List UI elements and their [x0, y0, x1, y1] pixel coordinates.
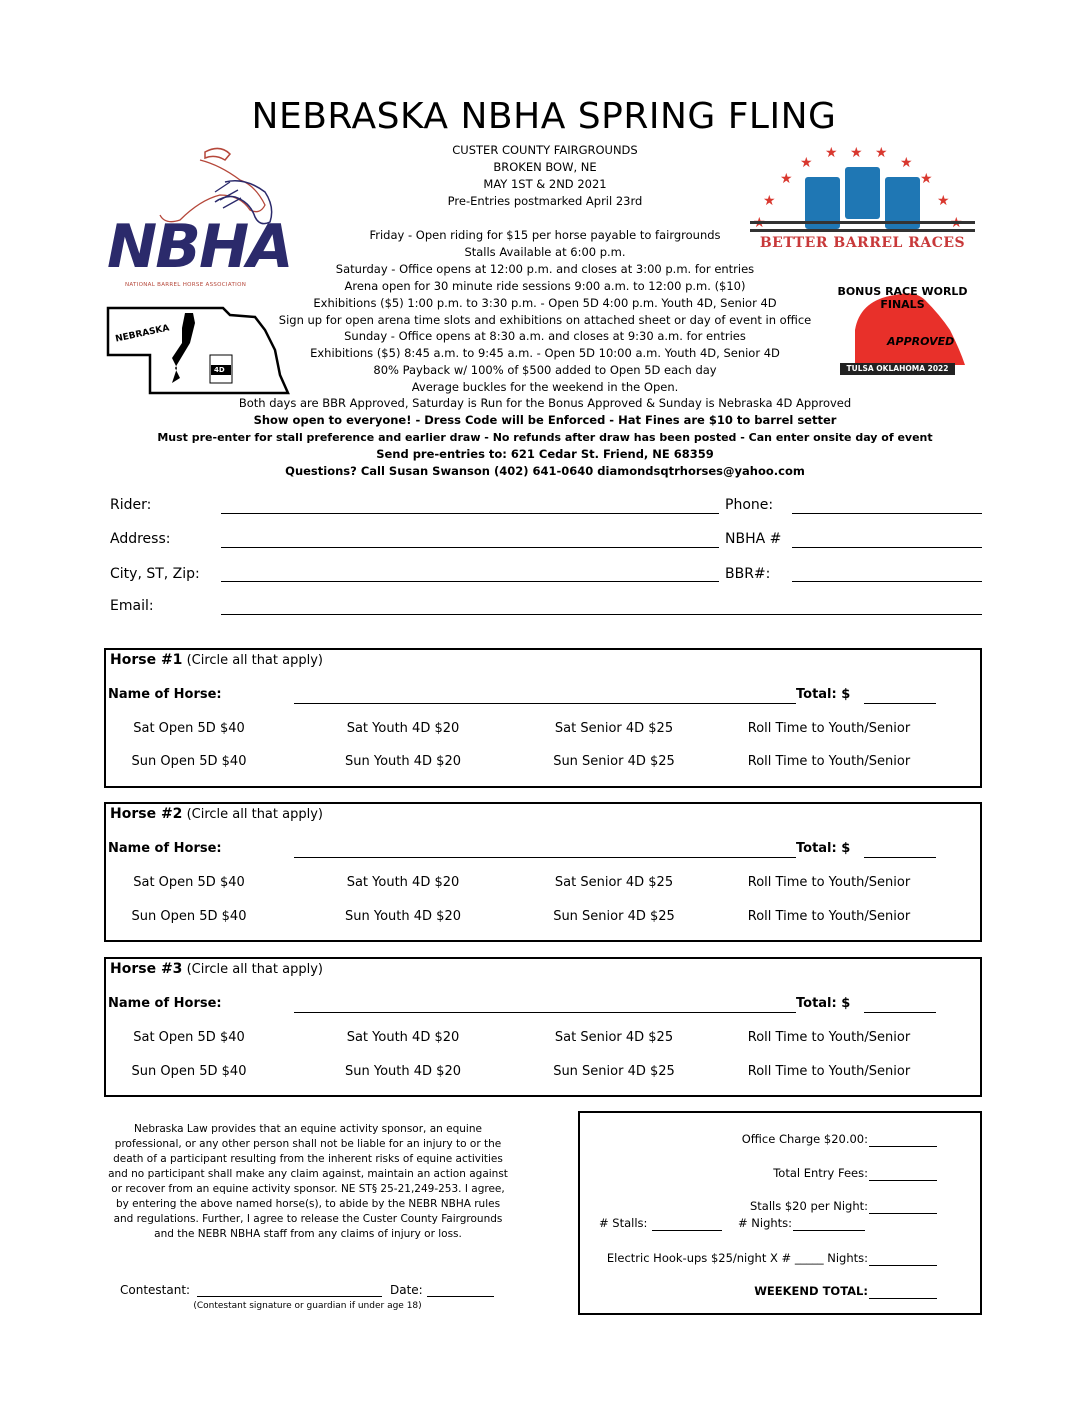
office-charge-input[interactable]: [869, 1146, 937, 1147]
horse-3-sat-open[interactable]: Sat Open 5D $40: [133, 1030, 245, 1045]
preentry-deadline: Pre-Entries postmarked April 23rd: [447, 194, 643, 208]
horse-1-sat-senior[interactable]: Sat Senior 4D $25: [554, 721, 674, 736]
num-stalls-input[interactable]: [652, 1230, 722, 1231]
horse-3-title: Horse #3: [110, 961, 183, 977]
horse-2-name-label: Name of Horse:: [108, 841, 222, 856]
bonus-arc-text: BONUS RACE WORLD FINALS: [837, 285, 968, 311]
horse-3-header: [110, 961, 323, 977]
horse-3-section: [104, 957, 982, 1097]
svg-text:★: ★: [937, 193, 950, 209]
address-label: Address:: [110, 531, 171, 547]
horse-3-sun-senior[interactable]: Sun Senior 4D $25: [553, 1064, 675, 1079]
horse-2-title: Horse #2: [110, 806, 183, 822]
event-notes: [100, 395, 990, 480]
4d-badge: 4D: [214, 366, 225, 374]
horse-1-name-input[interactable]: [294, 703, 796, 704]
schedule-line: Exhibitions ($5) 1:00 p.m. to 3:30 p.m. - Open 5D 4:00 p.m. Youth 4D, Senior 4D: [313, 295, 777, 310]
horse-3-hint: (Circle all that apply): [186, 962, 323, 977]
event-info: [250, 142, 840, 220]
contestant-signature-input[interactable]: [197, 1296, 382, 1297]
svg-text:★: ★: [800, 155, 813, 171]
horse-2-sun-youth[interactable]: Sun Youth 4D $20: [345, 909, 461, 924]
horse-3-sun-roll[interactable]: Roll Time to Youth/Senior: [747, 1064, 911, 1079]
schedule-line: Stalls Available at 6:00 p.m.: [464, 244, 626, 259]
horse-1-name-label: Name of Horse:: [108, 687, 222, 702]
horse-2-sat-senior[interactable]: Sat Senior 4D $25: [554, 875, 674, 890]
horse-1-header: [110, 652, 323, 668]
electric-input[interactable]: [869, 1265, 937, 1266]
bbr-number-label: BBR#:: [725, 566, 771, 582]
page-title: NEBRASKA NBHA SPRING FLING: [251, 96, 837, 137]
event-dates: MAY 1ST & 2ND 2021: [483, 177, 607, 191]
horse-3-sun-youth[interactable]: Sun Youth 4D $20: [345, 1064, 461, 1079]
svg-text:★: ★: [900, 155, 913, 171]
phone-input[interactable]: [792, 513, 982, 514]
horse-2-sun-senior[interactable]: Sun Senior 4D $25: [553, 909, 675, 924]
svg-text:★: ★: [825, 145, 838, 161]
horse-2-sat-roll[interactable]: Roll Time to Youth/Senior: [747, 875, 911, 890]
horse-1-sun-senior[interactable]: Sun Senior 4D $25: [553, 754, 675, 769]
horse-3-sat-roll[interactable]: Roll Time to Youth/Senior: [747, 1030, 911, 1045]
horse-1-total-input[interactable]: [864, 703, 936, 704]
horse-3-sat-senior[interactable]: Sat Senior 4D $25: [554, 1030, 674, 1045]
svg-text:★: ★: [875, 145, 888, 161]
horse-3-total-input[interactable]: [864, 1012, 936, 1013]
electric-label: Electric Hook-ups $25/night X # _____ Nights:: [606, 1251, 868, 1265]
preenter-note: Must pre-enter for stall preference and earlier draw - No refunds after draw has been posted - Can enter onsite day of event: [157, 431, 933, 444]
stalls-input[interactable]: [869, 1213, 937, 1214]
approved-text: APPROVED: [887, 335, 955, 348]
schedule-line: 80% Payback w/ 100% of $500 added to Open 5D each day: [373, 363, 717, 378]
fee-summary-box: [578, 1111, 982, 1315]
horse-3-name-label: Name of Horse:: [108, 996, 222, 1011]
schedule-line: Arena open for 30 minute ride sessions 9:00 a.m. to 12:00 p.m. ($10): [344, 278, 746, 293]
schedule-line: Saturday - Office opens at 12:00 p.m. and closes at 3:00 p.m. for entries: [335, 261, 755, 276]
svg-text:★: ★: [763, 193, 776, 209]
city-input[interactable]: [221, 581, 719, 582]
location: BROKEN BOW, NE: [493, 160, 597, 174]
horse-2-total-label: Total: $: [796, 841, 851, 856]
send-to-note: Send pre-entries to: 621 Cedar St. Friend, NE 68359: [376, 447, 714, 461]
horse-3-sun-open[interactable]: Sun Open 5D $40: [131, 1064, 247, 1079]
nebraska-label: NEBRASKA: [114, 323, 171, 345]
horse-1-sun-roll[interactable]: Roll Time to Youth/Senior: [747, 754, 911, 769]
num-nights-label: # Nights:: [738, 1216, 793, 1230]
stalls-label: Stalls $20 per Night:: [749, 1199, 868, 1213]
horse-2-hint: (Circle all that apply): [186, 807, 323, 822]
questions-note: Questions? Call Susan Swanson (402) 641-0640 diamondsqtrhorses@yahoo.com: [285, 464, 805, 478]
bbr-logo-text: BETTER BARREL RACES: [759, 235, 966, 251]
horse-1-section: [104, 648, 982, 788]
nbha-number-input[interactable]: [792, 547, 982, 548]
schedule-line: Average buckles for the weekend in the Open.: [411, 380, 679, 395]
date-input[interactable]: [427, 1296, 494, 1297]
horse-2-total-input[interactable]: [864, 857, 936, 858]
horse-2-sat-youth[interactable]: Sat Youth 4D $20: [346, 875, 460, 890]
horse-2-sat-open[interactable]: Sat Open 5D $40: [133, 875, 245, 890]
horse-1-total-label: Total: $: [796, 687, 851, 702]
horse-3-name-input[interactable]: [294, 1012, 796, 1013]
schedule-line: Sunday - Office opens at 8:30 a.m. and closes at 9:30 a.m. for entries: [344, 329, 746, 344]
horse-1-sun-open[interactable]: Sun Open 5D $40: [131, 754, 247, 769]
schedule: [240, 227, 850, 396]
signature-note: (Contestant signature or guardian if under age 18): [193, 1301, 422, 1311]
venue: CUSTER COUNTY FAIRGROUNDS: [452, 143, 638, 157]
horse-2-section: [104, 802, 982, 942]
bbr-number-input[interactable]: [792, 581, 982, 582]
horse-2-sun-open[interactable]: Sun Open 5D $40: [131, 909, 247, 924]
nbha-logo-text: NBHA: [107, 212, 292, 282]
schedule-line: Exhibitions ($5) 8:45 a.m. to 9:45 a.m. - Open 5D 10:00 a.m. Youth 4D, Senior 4D: [310, 346, 780, 361]
nbha-number-label: NBHA #: [725, 531, 782, 547]
horse-1-sat-roll[interactable]: Roll Time to Youth/Senior: [747, 721, 911, 736]
weekend-total-input[interactable]: [869, 1298, 937, 1299]
svg-text:★: ★: [920, 171, 933, 187]
total-entry-label: Total Entry Fees:: [773, 1166, 868, 1180]
horse-2-name-input[interactable]: [294, 857, 796, 858]
nbha-logo-subtitle: NATIONAL BARREL HORSE ASSOCIATION: [125, 282, 247, 288]
horse-3-total-label: Total: $: [796, 996, 851, 1011]
liability-waiver: Nebraska Law provides that an equine activity sponsor, an equine professional, or any other person shall not be liable for an injury to or the death of a participant resulting from the inherent risks of equine activities and no participant shall make any claim against, maintain an action against or recover from an equine activity sponsor. NE ST§ 25-21,249-253. I agree, by entering the above named horse(s), to abide by the NEBR NBHA rules and regulations. Further, I agree to release the Custer County Fairgrounds and the NEBR NBHA staff from any claims of injury or loss.: [108, 1123, 508, 1240]
num-nights-input[interactable]: [793, 1230, 865, 1231]
horse-2-header: [110, 806, 323, 822]
horse-3-sat-youth[interactable]: Sat Youth 4D $20: [346, 1030, 460, 1045]
horse-1-sun-youth[interactable]: Sun Youth 4D $20: [345, 754, 461, 769]
weekend-total-label: WEEKEND TOTAL:: [754, 1284, 868, 1298]
rider-label: Rider:: [110, 497, 152, 513]
horse-1-sat-youth[interactable]: Sat Youth 4D $20: [346, 721, 460, 736]
phone-label: Phone:: [725, 497, 774, 513]
num-stalls-label: # Stalls:: [599, 1216, 648, 1230]
total-entry-input[interactable]: [869, 1180, 937, 1181]
schedule-line: Sign up for open arena time slots and exhibitions on attached sheet or day of event in office: [278, 312, 812, 327]
office-charge-label: Office Charge $20.00:: [741, 1132, 868, 1146]
rider-input[interactable]: [221, 513, 719, 514]
contestant-label: Contestant:: [120, 1283, 191, 1297]
email-label: Email:: [110, 598, 154, 614]
horse-1-title: Horse #1: [110, 652, 183, 668]
svg-text:★: ★: [850, 145, 863, 161]
horse-2-sun-roll[interactable]: Roll Time to Youth/Senior: [747, 909, 911, 924]
city-label: City, ST, Zip:: [110, 566, 200, 582]
dress-code-note: Show open to everyone! - Dress Code will be Enforced - Hat Fines are $10 to barrel setter: [253, 413, 837, 427]
horse-1-sat-open[interactable]: Sat Open 5D $40: [133, 721, 245, 736]
email-input[interactable]: [221, 614, 982, 615]
tulsa-text: TULSA OKLAHOMA 2022: [846, 364, 949, 373]
schedule-line: Friday - Open riding for $15 per horse payable to fairgrounds: [369, 228, 721, 242]
svg-text:★: ★: [780, 171, 793, 187]
horse-1-hint: (Circle all that apply): [186, 653, 323, 668]
address-input[interactable]: [221, 547, 719, 548]
approval-note: Both days are BBR Approved, Saturday is Run for the Bonus Approved & Sunday is Nebraska 4D Approved: [238, 396, 852, 410]
date-label: Date:: [390, 1283, 423, 1297]
